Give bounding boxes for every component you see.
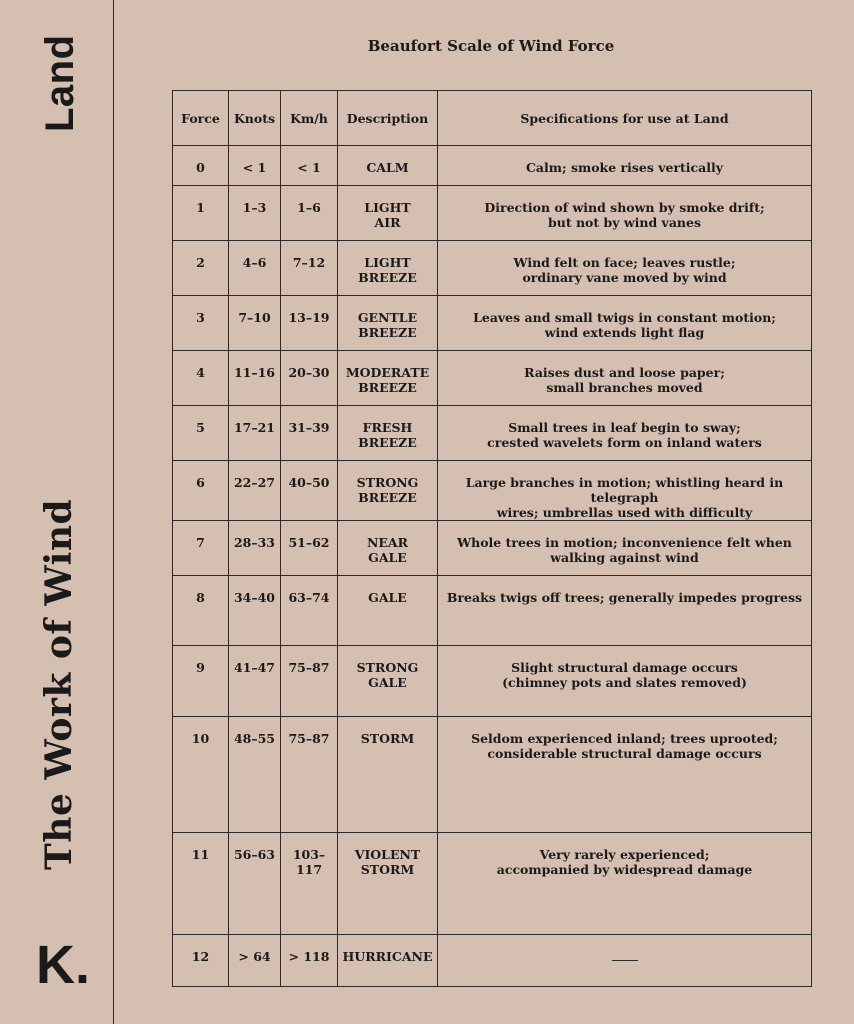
cell-force-line: 3 (196, 310, 205, 325)
cell-specifications (438, 241, 812, 296)
cell-description (338, 146, 438, 186)
cell-specifications (438, 833, 812, 935)
cell-description-line: BREEZE (358, 325, 417, 340)
cell-knots-line: 34–40 (233, 590, 276, 605)
table-row (173, 646, 812, 717)
cell-specifications-line: Slight structural damage occurs (511, 660, 738, 675)
cell-force-line: 11 (191, 847, 210, 862)
cell-specifications-line: accompanied by widespread damage (496, 862, 753, 877)
cell-knots (229, 935, 281, 987)
table-row (173, 296, 812, 351)
cell-description-line: GALE (368, 590, 407, 605)
table-row (173, 146, 812, 186)
cell-description (338, 935, 438, 987)
cell-description-line: GENTLE (357, 310, 418, 325)
cell-force (173, 521, 229, 576)
cell-description (338, 186, 438, 241)
cell-knots-line: 56–63 (233, 847, 276, 862)
cell-knots (229, 833, 281, 935)
cell-specifications (438, 521, 812, 576)
cell-kmh-line: 75–87 (288, 731, 330, 746)
cell-force-line: 1 (196, 200, 205, 215)
cell-knots (229, 646, 281, 717)
cell-knots-line: 7–10 (238, 310, 271, 325)
cell-knots (229, 406, 281, 461)
table-row (173, 461, 812, 521)
cell-force-line: 4 (196, 365, 205, 380)
cell-knots-line: 41–47 (233, 660, 276, 675)
cell-specifications (438, 406, 812, 461)
cell-kmh (281, 146, 338, 186)
cell-description-line: BREEZE (358, 270, 417, 285)
header-force: Force (173, 91, 229, 146)
cell-force-line: 0 (196, 160, 205, 175)
cell-description-line: FRESH (362, 420, 413, 435)
cell-knots (229, 186, 281, 241)
publisher-logo: K. (36, 935, 90, 995)
header-specifications: Specifications for use at Land (438, 91, 812, 146)
cell-force (173, 833, 229, 935)
header-description: Description (338, 91, 438, 146)
cell-description (338, 241, 438, 296)
book-title: The Work of Wind (38, 498, 80, 870)
cell-specifications-line: but not by wind vanes (548, 215, 701, 230)
cell-description-line: BREEZE (358, 380, 417, 395)
cell-specifications (438, 351, 812, 406)
cell-knots (229, 521, 281, 576)
cell-specifications (438, 146, 812, 186)
cell-kmh-line: 7–12 (292, 255, 326, 270)
cell-description-line: STORM (360, 731, 415, 746)
cell-description (338, 833, 438, 935)
cell-description-line: AIR (374, 215, 401, 230)
cell-kmh (281, 521, 338, 576)
cell-specifications (438, 935, 812, 987)
table-row (173, 351, 812, 406)
cell-specifications-line: Whole trees in motion; inconvenience felt when (457, 535, 792, 550)
cell-specifications-line: Raises dust and loose paper; (524, 365, 725, 380)
cell-description-line: HURRICANE (342, 949, 433, 964)
cell-knots-line: 1–3 (242, 200, 267, 215)
cell-description (338, 406, 438, 461)
cell-specifications-line: Calm; smoke rises vertically (525, 160, 724, 175)
cell-kmh (281, 646, 338, 717)
cell-kmh-line: < 1 (297, 160, 321, 175)
beaufort-table (172, 90, 812, 987)
cell-force-line: 9 (196, 660, 205, 675)
cell-specifications (438, 186, 812, 241)
cell-kmh-line: 31–39 (288, 420, 330, 435)
cell-specifications (438, 576, 812, 646)
cell-force (173, 146, 229, 186)
table-row (173, 186, 812, 241)
cell-specifications-line: crested wavelets form on inland waters (487, 435, 762, 450)
table-row (173, 935, 812, 987)
cell-knots-line: 48–55 (233, 731, 276, 746)
cell-description (338, 296, 438, 351)
cell-kmh (281, 935, 338, 987)
cell-specifications-line: Seldom experienced inland; trees uprooted; (471, 731, 778, 746)
cell-force (173, 935, 229, 987)
cell-kmh (281, 186, 338, 241)
cell-knots-line: < 1 (242, 160, 267, 175)
cell-description (338, 646, 438, 717)
cell-description-line: STRONG (356, 660, 419, 675)
cell-description (338, 717, 438, 833)
cell-description-line: MODERATE (345, 365, 430, 380)
empty-dash (612, 960, 638, 961)
cell-force (173, 241, 229, 296)
cell-force-line: 8 (196, 590, 205, 605)
table-row (173, 521, 812, 576)
cell-description-line: LIGHT (364, 255, 411, 270)
table-row (173, 406, 812, 461)
page-title: Beaufort Scale of Wind Force (367, 37, 615, 55)
cell-description-line: CALM (366, 160, 409, 175)
book-spine (0, 0, 114, 1024)
cell-specifications-line: Small trees in leaf begin to sway; (508, 420, 741, 435)
cell-specifications (438, 296, 812, 351)
cell-kmh-line: 63–74 (288, 590, 330, 605)
cell-specifications-line: wires; umbrellas used with difficulty (496, 505, 753, 520)
cell-kmh (281, 241, 338, 296)
cell-specifications-line: Breaks twigs off trees; generally impedes progress (446, 590, 803, 605)
cell-force-line: 12 (191, 949, 210, 964)
cell-force (173, 717, 229, 833)
cell-description (338, 576, 438, 646)
cell-description-line: LIGHT (364, 200, 411, 215)
cell-description (338, 351, 438, 406)
cell-specifications-line: Leaves and small twigs in constant motion; (473, 310, 776, 325)
cell-force-line: 10 (191, 731, 210, 746)
cell-force-line: 6 (196, 475, 205, 490)
cell-kmh-line: 1–6 (297, 200, 321, 215)
cell-knots-line: 11–16 (233, 365, 276, 380)
cell-force (173, 646, 229, 717)
section-title: Land (38, 34, 82, 132)
header-kmh: Km/h (281, 91, 338, 146)
cell-specifications-line: Very rarely experienced; (539, 847, 710, 862)
cell-description-line: STORM (360, 862, 415, 877)
cell-description-line: GALE (368, 675, 407, 690)
cell-kmh (281, 717, 338, 833)
cell-knots (229, 461, 281, 521)
cell-kmh-line: 51–62 (288, 535, 330, 550)
cell-knots-line: > 64 (238, 949, 271, 964)
cell-kmh (281, 296, 338, 351)
cell-force (173, 296, 229, 351)
cell-specifications (438, 646, 812, 717)
cell-knots-line: 17–21 (233, 420, 276, 435)
cell-kmh (281, 406, 338, 461)
cell-knots-line: 4–6 (242, 255, 267, 270)
cell-specifications-line: considerable structural damage occurs (487, 746, 762, 761)
cell-knots-line: 28–33 (233, 535, 276, 550)
cell-description-line: BREEZE (358, 490, 417, 505)
cell-force-line: 5 (196, 420, 205, 435)
cell-force (173, 351, 229, 406)
cell-kmh-line: 75–87 (288, 660, 330, 675)
cell-knots-line: 22–27 (233, 475, 276, 490)
cell-specifications (438, 461, 812, 521)
cell-knots (229, 296, 281, 351)
cell-force (173, 406, 229, 461)
cell-kmh-line: 20–30 (288, 365, 330, 380)
cell-specifications-line: (chimney pots and slates removed) (502, 675, 747, 690)
cell-kmh (281, 833, 338, 935)
cell-specifications-line: wind extends light flag (544, 325, 705, 340)
cell-description (338, 521, 438, 576)
cell-specifications-line: small branches moved (546, 380, 703, 395)
cell-kmh-line: > 118 (288, 949, 330, 964)
cell-kmh-line: 103–117 (292, 847, 326, 877)
cell-force (173, 576, 229, 646)
cell-force (173, 186, 229, 241)
cell-kmh (281, 461, 338, 521)
cell-knots (229, 351, 281, 406)
cell-kmh (281, 576, 338, 646)
header-knots: Knots (229, 91, 281, 146)
table-row (173, 717, 812, 833)
cell-description-line: GALE (368, 550, 407, 565)
cell-knots (229, 146, 281, 186)
cell-kmh-line: 13–19 (288, 310, 330, 325)
table-row (173, 576, 812, 646)
cell-knots (229, 241, 281, 296)
table-row (173, 241, 812, 296)
cell-description-line: VIOLENT (354, 847, 421, 862)
cell-specifications-line: ordinary vane moved by wind (522, 270, 727, 285)
cell-force-line: 7 (196, 535, 205, 550)
cell-force-line: 2 (196, 255, 205, 270)
cell-specifications-line: Wind felt on face; leaves rustle; (513, 255, 736, 270)
cell-specifications-line: Large branches in motion; whistling heard in telegraph (465, 475, 784, 505)
cell-knots (229, 576, 281, 646)
table-header-row (173, 91, 812, 146)
cell-description-line: STRONG (356, 475, 419, 490)
cell-description-line: NEAR (366, 535, 409, 550)
cell-specifications (438, 717, 812, 833)
cell-kmh (281, 351, 338, 406)
cell-specifications-line: walking against wind (550, 550, 699, 565)
cell-force (173, 461, 229, 521)
cell-knots (229, 717, 281, 833)
cell-specifications-line: Direction of wind shown by smoke drift; (484, 200, 765, 215)
cell-description-line: BREEZE (358, 435, 417, 450)
cell-description (338, 461, 438, 521)
table-row (173, 833, 812, 935)
cell-kmh-line: 40–50 (288, 475, 330, 490)
